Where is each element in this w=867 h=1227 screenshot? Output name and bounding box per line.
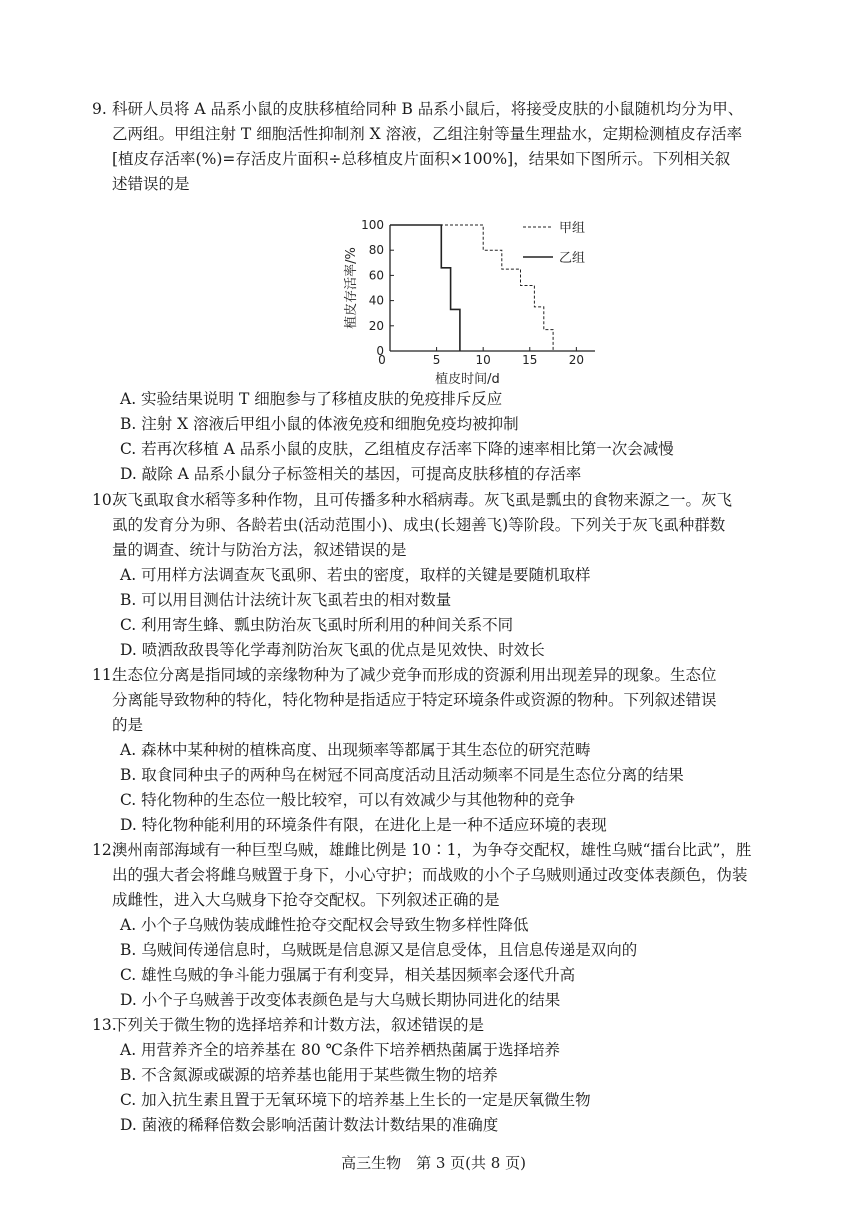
x-tick-label: 10 <box>475 353 491 367</box>
option-c: C. 利用寄生蜂、瓢虫防治灰飞虱时所利用的种间关系不同 <box>120 616 514 634</box>
question-10 <box>92 488 812 663</box>
option-b: B. 注射 X 溶液后甲组小鼠的体液免疫和细胞免疫均被抑制 <box>120 415 519 433</box>
option-a: A. 实验结果说明 T 细胞参与了移植皮肤的免疫排斥反应 <box>120 390 503 408</box>
option-b: B. 乌贼间传递信息时，乌贼既是信息源又是信息受体，且信息传递是双向的 <box>120 941 638 959</box>
option-c: C. 加入抗生素且置于无氧环境下的培养基上生长的一定是厌氧微生物 <box>120 1091 591 1109</box>
option-c: C. 若再次移植 A 品系小鼠的皮肤，乙组植皮存活率下降的速率相比第一次会减慢 <box>120 440 674 458</box>
question-number: 11. <box>92 666 117 684</box>
question-9 <box>92 97 812 197</box>
stem-line: 的是 <box>112 716 144 734</box>
survival-chart <box>335 205 605 388</box>
x-axis-label: 植皮时间/d <box>435 372 500 387</box>
question-number: 12. <box>92 841 117 859</box>
option-a: A. 用营养齐全的培养基在 80 ℃条件下培养栖热菌属于选择培养 <box>120 1041 560 1059</box>
question-number: 13. <box>92 1016 117 1034</box>
question-stem <box>112 663 812 738</box>
x-tick-label: 0 <box>378 353 386 367</box>
series-line-1 <box>390 225 553 351</box>
stem-line: 述错误的是 <box>112 175 190 193</box>
stem-line: 成雌性，进入大乌贼身下抢夺交配权。下列叙述正确的是 <box>112 891 500 909</box>
option-a: A. 可用样方法调查灰飞虱卵、若虫的密度，取样的关键是要随机取样 <box>120 566 591 584</box>
option-b: B. 取食同种虫子的两种鸟在树冠不同高度活动且活动频率不同是生态位分离的结果 <box>120 766 684 784</box>
y-tick-label: 40 <box>368 293 384 308</box>
x-tick-label: 20 <box>568 353 585 367</box>
stem-line: 量的调查、统计与防治方法，叙述错误的是 <box>112 541 407 559</box>
question-stem <box>112 97 812 197</box>
option-c: C. 特化物种的生态位一般比较窄，可以有效减少与其他物种的竞争 <box>120 791 576 809</box>
option-c: C. 雄性乌贼的争斗能力强属于有利变异，相关基因频率会逐代升高 <box>120 966 576 984</box>
option-d: D. 小个子乌贼善于改变体表颜色是与大乌贼长期协同进化的结果 <box>120 991 561 1009</box>
option-a: A. 森林中某种树的植株高度、出现频率等都属于其生态位的研究范畴 <box>120 741 591 759</box>
y-tick-label: 20 <box>368 318 384 333</box>
stem-line: 科研人员将 A 品系小鼠的皮肤移植给同种 B 品系小鼠后，将接受皮肤的小鼠随机均分为甲、 <box>112 100 744 118</box>
question-11 <box>92 663 812 838</box>
option-d: D. 特化物种能利用的环境条件有限，在进化上是一种不适应环境的表现 <box>120 816 607 834</box>
stem-line: 出的强大者会将雌乌贼置于身下，小心守护；而战败的小个子乌贼则通过改变体表颜色，伪装 <box>112 866 748 884</box>
question-stem <box>112 488 812 563</box>
y-tick-label: 0 <box>376 344 384 358</box>
x-tick-label: 15 <box>522 353 538 367</box>
legend-label: 甲组 <box>559 221 586 236</box>
x-tick-label: 5 <box>432 353 441 367</box>
stem-line: 下列关于微生物的选择培养和计数方法，叙述错误的是 <box>112 1016 485 1034</box>
question-stem <box>112 1013 812 1038</box>
stem-line: [植皮存活率(%)=存活皮片面积÷总移植皮片面积×100%]，结果如下图所示。下列相关叙 <box>112 150 731 168</box>
y-axis-label: 植皮存活率/% <box>344 247 359 329</box>
stem-line: 澳州南部海域有一种巨型乌贼，雄雌比例是 10∶1，为争夺交配权，雄性乌贼“擂台比武”，胜 <box>112 841 752 859</box>
option-b: B. 不含氮源或碳源的培养基也能用于某些微生物的培养 <box>120 1066 498 1084</box>
series-line-2 <box>390 225 460 351</box>
page-footer: 高三生物 第 3 页(共 8 页) <box>341 1154 526 1172</box>
question-number: 10. <box>92 491 117 509</box>
question-number: 9. <box>92 100 107 118</box>
question-stem <box>112 838 812 913</box>
stem-line: 灰飞虱取食水稻等多种作物，且可传播多种水稻病毒。灰飞虱是瓢虫的食物来源之一。灰飞 <box>112 491 733 509</box>
option-a: A. 小个子乌贼伪装成雌性抢夺交配权会导致生物多样性降低 <box>120 916 529 934</box>
stem-line: 虱的发育分为卵、各龄若虫(活动范围小)、成虫(长翅善飞)等阶段。下列关于灰飞虱种群数 <box>112 516 726 534</box>
y-tick-label: 80 <box>368 243 384 258</box>
question-13 <box>92 1013 812 1138</box>
option-d: D. 敲除 A 品系小鼠分子标签相关的基因，可提高皮肤移植的存活率 <box>120 465 582 483</box>
option-b: B. 可以用目测估计法统计灰飞虱若虫的相对数量 <box>120 591 452 609</box>
question-9-options <box>92 387 812 487</box>
y-tick-label: 60 <box>368 268 384 283</box>
y-tick-label: 100 <box>361 218 384 232</box>
stem-line: 分离能导致物种的特化，特化物种是指适应于特定环境条件或资源的物种。下列叙述错误 <box>112 691 717 709</box>
option-d: D. 喷洒敌敌畏等化学毒剂防治灰飞虱的优点是见效快、时效长 <box>120 641 545 659</box>
legend-label: 乙组 <box>559 251 586 266</box>
stem-line: 乙两组。甲组注射 T 细胞活性抑制剂 X 溶液，乙组注射等量生理盐水，定期检测植皮存活率 <box>112 125 743 143</box>
option-d: D. 菌液的稀释倍数会影响活菌计数法计数结果的准确度 <box>120 1116 499 1134</box>
question-12 <box>92 838 812 1013</box>
stem-line: 生态位分离是指同域的亲缘物种为了减少竞争而形成的资源利用出现差异的现象。生态位 <box>112 666 717 684</box>
chart-svg <box>335 205 605 388</box>
